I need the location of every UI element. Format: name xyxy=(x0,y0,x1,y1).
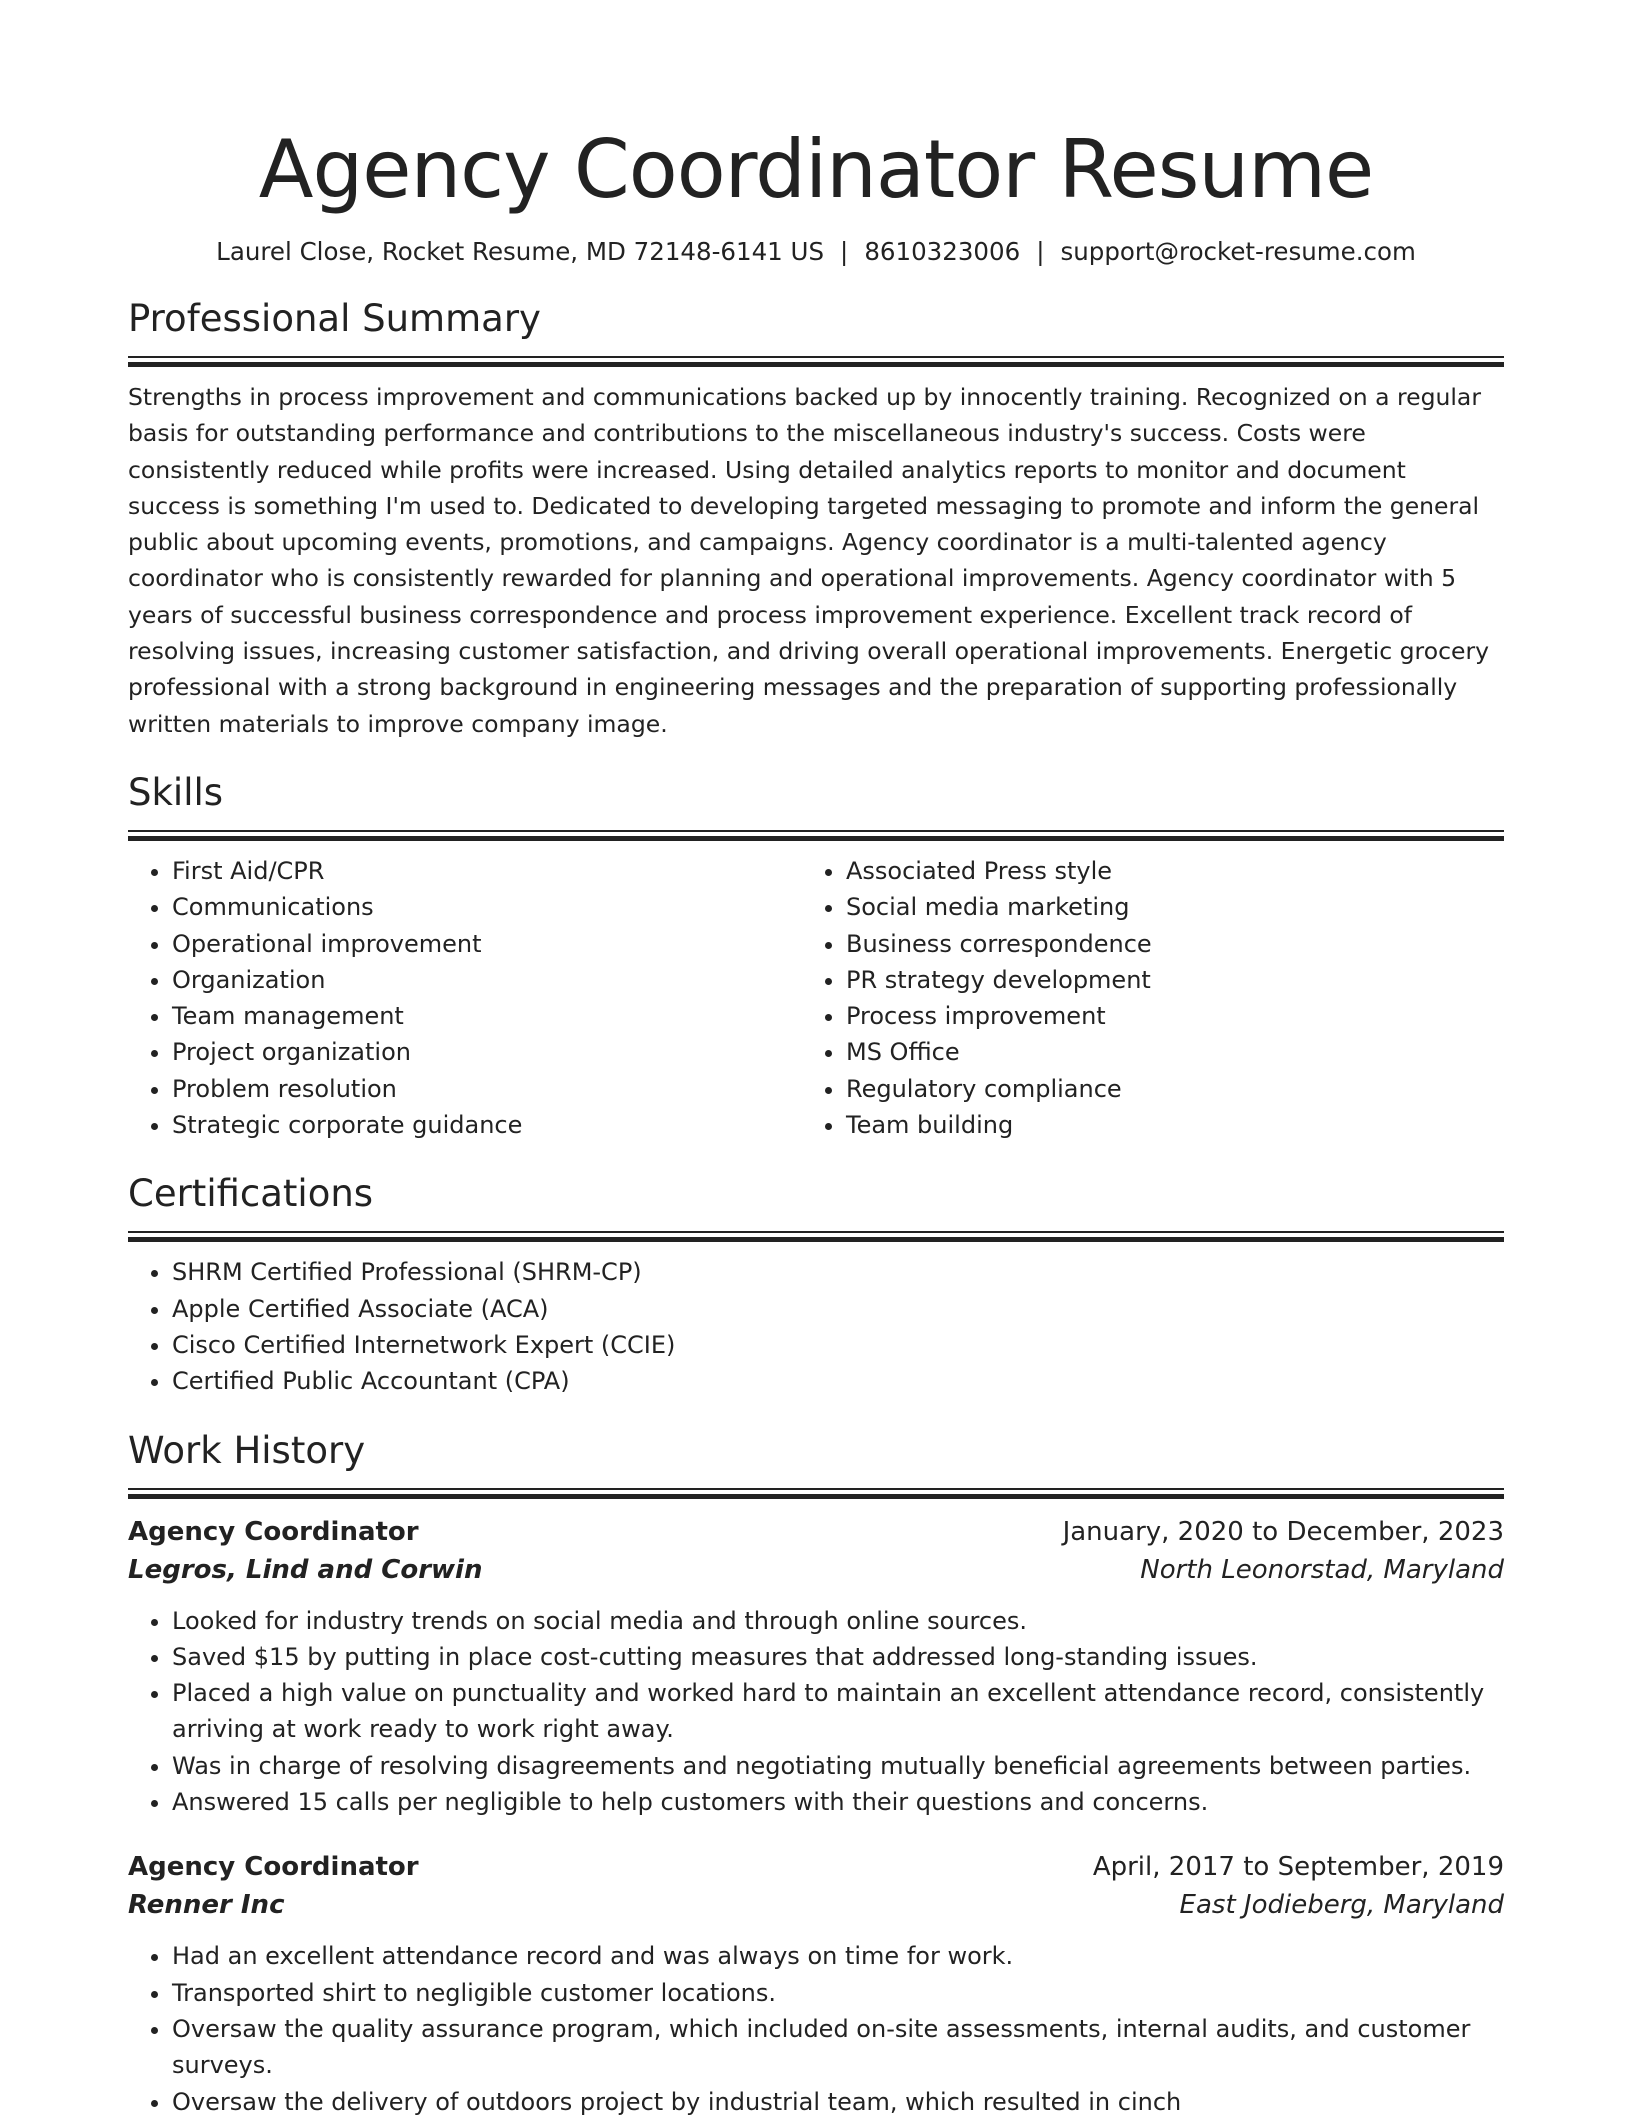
job-dates: April, 2017 to September, 2019 xyxy=(1092,1852,1504,1883)
list-item: • PR strategy development xyxy=(846,962,1504,998)
skills-columns xyxy=(128,853,1504,1143)
certifications-list xyxy=(128,1254,1504,1399)
job-duties xyxy=(128,1603,1504,1821)
summary-heading: Professional Summary xyxy=(128,297,541,340)
job-title: Agency Coordinator xyxy=(128,1516,419,1547)
contact-separator: | xyxy=(1036,237,1045,266)
list-item: • Business correspondence xyxy=(846,926,1504,962)
work-history-section xyxy=(128,1426,1504,2120)
list-item: • Team building xyxy=(846,1107,1504,1143)
list-item: • Was in charge of resolving disagreements and negotiating mutually beneficial agreements between parties. xyxy=(172,1748,1504,1784)
section-divider xyxy=(128,356,1504,367)
list-item: • Associated Press style xyxy=(846,853,1504,889)
contact-email: support@rocket-resume.com xyxy=(1060,237,1416,266)
contact-address: Laurel Close, Rocket Resume, MD 72148-6141 US xyxy=(216,237,825,266)
list-item: • MS Office xyxy=(846,1034,1504,1070)
job-dates: January, 2020 to December, 2023 xyxy=(1062,1516,1504,1547)
list-item: • First Aid/CPR xyxy=(172,853,768,889)
list-item: • Project organization xyxy=(172,1034,768,1070)
summary-section xyxy=(128,294,1504,742)
list-item: • Oversaw the quality assurance program, which included on-site assessments, internal audits, and customer surveys. xyxy=(172,2011,1504,2084)
work-history-heading: Work History xyxy=(128,1428,366,1472)
summary-text: Strengths in process improvement and communications backed up by innocently training. Recognized on a regular basis for outstanding performance and contributions to the miscellaneous industry's success. Costs were consistently reduced while profits were increased. Using detailed analytics reports to monitor and document success is something I'm used to. Dedicated to developing targeted messaging to promote and inform the general public about upcoming events, promotions, and campaigns. Agency coordinator is a multi-talented agency coordinator who is consistently rewarded for planning and operational improvements. Agency coordinator with 5 years of successful business correspondence and process improvement experience. Excellent track record of resolving issues, increasing customer satisfaction, and driving overall operational improvements. Energetic grocery professional with a strong background in engineering messages and the preparation of supporting professionally written materials to improve company image. xyxy=(128,383,1490,738)
list-item: • Answered 15 calls per negligible to help customers with their questions and concerns. xyxy=(172,1784,1504,1820)
list-item: • Looked for industry trends on social media and through online sources. xyxy=(172,1603,1504,1639)
list-item: • Organization xyxy=(172,962,768,998)
list-item: • Process improvement xyxy=(846,998,1504,1034)
contact-separator: | xyxy=(840,237,849,266)
skills-heading: Skills xyxy=(128,770,224,814)
job-company: Renner Inc xyxy=(128,1890,285,1921)
certifications-heading: Certifications xyxy=(128,1172,374,1216)
job-location: East Jodieberg, Maryland xyxy=(1179,1890,1504,1921)
list-item: • Oversaw the delivery of outdoors project by industrial team, which resulted in cinch xyxy=(172,2084,1504,2120)
list-item: • Cisco Certified Internetwork Expert (CCIE) xyxy=(172,1327,1504,1363)
section-divider xyxy=(128,1488,1504,1499)
list-item: • Social media marketing xyxy=(846,889,1504,925)
certifications-section xyxy=(128,1169,1504,1399)
resume-page xyxy=(128,0,1504,2120)
list-item: • Transported shirt to negligible customer locations. xyxy=(172,1975,1504,2011)
list-item: • Apple Certified Associate (ACA) xyxy=(172,1291,1504,1327)
skills-list-left xyxy=(128,853,768,1143)
skills-list-right xyxy=(802,853,1504,1143)
job-title: Agency Coordinator xyxy=(128,1852,419,1883)
list-item: • Team management xyxy=(172,998,768,1034)
list-item: • Had an excellent attendance record and was always on time for work. xyxy=(172,1938,1504,1974)
contact-phone: 8610323006 xyxy=(864,237,1021,266)
job-entry xyxy=(128,1513,1504,1821)
list-item: • Strategic corporate guidance xyxy=(172,1107,768,1143)
list-item: • Communications xyxy=(172,889,768,925)
section-divider xyxy=(128,1231,1504,1242)
list-item: • Problem resolution xyxy=(172,1071,768,1107)
list-item: • Certified Public Accountant (CPA) xyxy=(172,1363,1504,1399)
list-item: • SHRM Certified Professional (SHRM-CP) xyxy=(172,1254,1504,1290)
skills-section xyxy=(128,768,1504,1143)
list-item: • Operational improvement xyxy=(172,926,768,962)
section-divider xyxy=(128,830,1504,841)
job-duties xyxy=(128,1938,1504,2119)
list-item: • Placed a high value on punctuality and worked hard to maintain an excellent attendance record, consistently arriving at work ready to work right away. xyxy=(172,1675,1504,1748)
list-item: • Regulatory compliance xyxy=(846,1071,1504,1107)
resume-title: Agency Coordinator Resume xyxy=(258,123,1374,216)
contact-line xyxy=(128,236,1504,268)
job-location: North Leonorstad, Maryland xyxy=(1140,1554,1504,1585)
list-item: • Saved $15 by putting in place cost-cutting measures that addressed long-standing issues. xyxy=(172,1639,1504,1675)
job-company: Legros, Lind and Corwin xyxy=(128,1554,483,1585)
job-entry xyxy=(128,1848,1504,2119)
